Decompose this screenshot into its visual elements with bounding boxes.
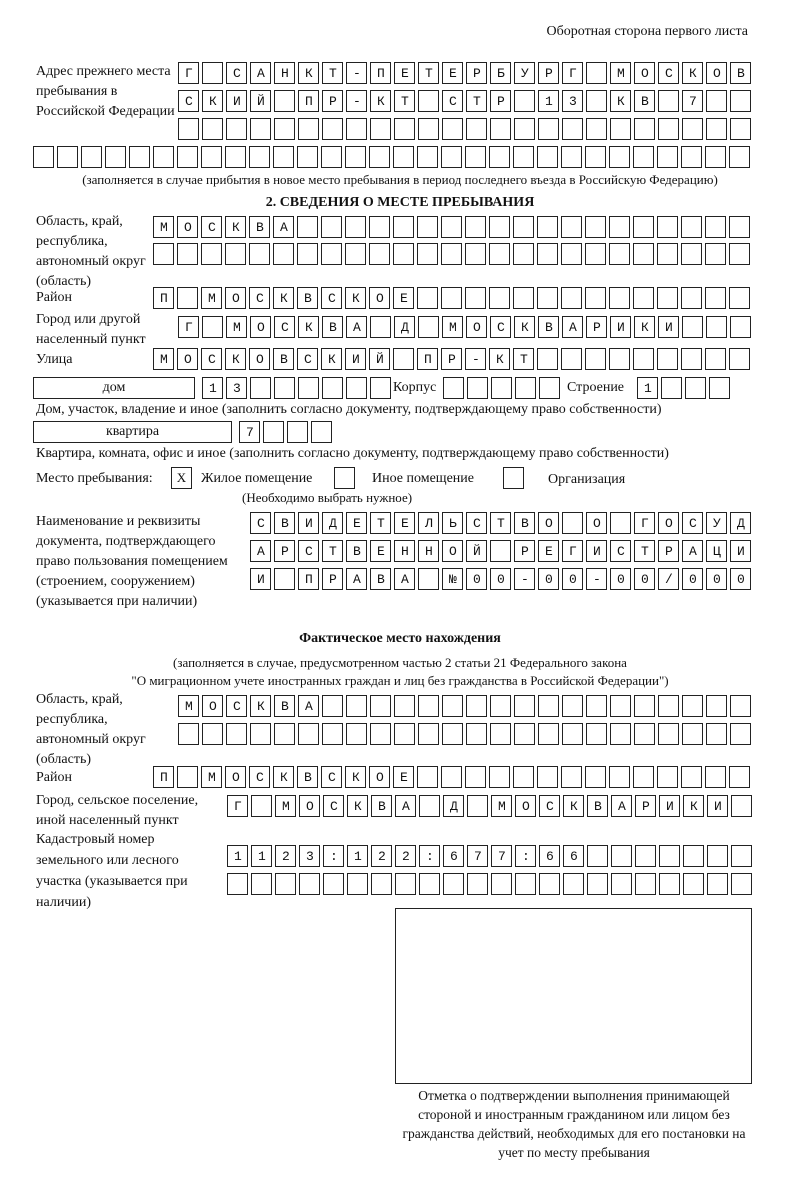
char-cell[interactable]	[177, 146, 198, 168]
char-cell[interactable]	[681, 348, 702, 370]
char-cell[interactable]	[611, 845, 632, 867]
char-cell[interactable]	[274, 723, 295, 745]
char-cell[interactable]	[514, 723, 535, 745]
option-organization-label: Организация	[548, 472, 626, 487]
char-cell[interactable]	[538, 695, 559, 717]
char-cell[interactable]	[513, 766, 534, 788]
row-text: СКИЙ ПР-КТ СТР 13 КВ 7	[185, 94, 714, 109]
char-cell[interactable]	[730, 695, 751, 717]
char-cell[interactable]	[322, 118, 343, 140]
char-cell[interactable]	[418, 723, 439, 745]
char-cell[interactable]	[417, 216, 438, 238]
char-cell[interactable]	[394, 695, 415, 717]
char-cell[interactable]	[490, 118, 511, 140]
section2-title: 2. СВЕДЕНИЯ О МЕСТЕ ПРЕБЫВАНИЯ	[265, 195, 535, 210]
char-cell[interactable]	[705, 146, 726, 168]
char-cell[interactable]	[441, 216, 462, 238]
char-cell[interactable]	[250, 118, 271, 140]
char-cell[interactable]	[657, 348, 678, 370]
option-residential-checkbox[interactable]: X	[171, 467, 192, 489]
char-cell[interactable]	[706, 695, 727, 717]
row-text: 7	[246, 425, 271, 440]
char-cell[interactable]	[657, 216, 678, 238]
char-cell[interactable]	[489, 287, 510, 309]
option-other-checkbox[interactable]	[334, 467, 355, 489]
char-cell[interactable]	[707, 845, 728, 867]
char-cell[interactable]	[467, 377, 488, 399]
char-cell[interactable]	[537, 766, 558, 788]
char-cell[interactable]	[561, 216, 582, 238]
char-cell[interactable]	[202, 723, 223, 745]
char-cell[interactable]	[610, 723, 631, 745]
char-cell[interactable]	[297, 146, 318, 168]
house-note: Дом, участок, владение и иное (заполнить согласно документу, подтверждающему право собственности)	[36, 402, 662, 417]
char-cell[interactable]	[419, 873, 440, 895]
char-cell[interactable]	[297, 243, 318, 265]
char-cell[interactable]	[490, 723, 511, 745]
char-cell[interactable]	[491, 873, 512, 895]
char-cell[interactable]	[634, 723, 655, 745]
actual-district-label: Район	[36, 770, 72, 785]
char-cell[interactable]	[251, 873, 272, 895]
char-cell[interactable]	[395, 873, 416, 895]
char-cell[interactable]	[706, 723, 727, 745]
char-cell[interactable]	[287, 421, 308, 443]
char-cell[interactable]	[513, 216, 534, 238]
char-cell[interactable]	[394, 118, 415, 140]
row-text: Г САНКТ-ПЕТЕРБУРГ МОСКОВ	[185, 66, 762, 81]
char-cell[interactable]	[467, 873, 488, 895]
char-cell[interactable]	[441, 766, 462, 788]
char-cell[interactable]	[346, 118, 367, 140]
char-cell[interactable]	[634, 695, 655, 717]
district-label: Район	[36, 290, 72, 305]
char-cell[interactable]	[537, 287, 558, 309]
char-cell[interactable]	[273, 243, 294, 265]
char-cell[interactable]	[347, 873, 368, 895]
char-cell[interactable]	[201, 243, 222, 265]
char-cell[interactable]	[633, 146, 654, 168]
char-cell[interactable]	[418, 695, 439, 717]
char-cell[interactable]	[514, 695, 535, 717]
char-cell[interactable]	[299, 873, 320, 895]
char-cell[interactable]	[585, 766, 606, 788]
char-cell[interactable]	[562, 723, 583, 745]
char-cell[interactable]	[105, 146, 126, 168]
char-cell[interactable]	[298, 377, 319, 399]
char-cell[interactable]	[729, 243, 750, 265]
char-cell[interactable]	[730, 316, 751, 338]
char-cell[interactable]	[490, 695, 511, 717]
row-text: 1	[644, 381, 669, 396]
char-cell[interactable]	[729, 287, 750, 309]
char-cell[interactable]	[466, 695, 487, 717]
char-cell[interactable]	[489, 216, 510, 238]
char-cell[interactable]	[393, 146, 414, 168]
apt-type-field[interactable]: квартира	[33, 421, 232, 443]
char-cell[interactable]	[465, 287, 486, 309]
char-cell[interactable]	[515, 873, 536, 895]
char-cell[interactable]	[611, 873, 632, 895]
char-cell[interactable]	[537, 216, 558, 238]
char-cell[interactable]	[441, 146, 462, 168]
char-cell[interactable]	[371, 873, 392, 895]
char-cell[interactable]	[370, 118, 391, 140]
char-cell[interactable]	[586, 723, 607, 745]
char-cell[interactable]	[609, 216, 630, 238]
cadastre-number-text: 1123:122:677:66	[234, 849, 595, 864]
char-cell[interactable]	[585, 243, 606, 265]
city-label: Город или другой населенный пункт	[36, 312, 146, 347]
row-text: 13	[209, 381, 258, 396]
char-cell[interactable]	[442, 723, 463, 745]
char-cell[interactable]	[609, 287, 630, 309]
char-cell[interactable]	[682, 118, 703, 140]
char-cell[interactable]	[657, 287, 678, 309]
char-cell[interactable]	[345, 243, 366, 265]
char-cell[interactable]	[201, 146, 222, 168]
char-cell[interactable]	[489, 766, 510, 788]
char-cell[interactable]	[633, 348, 654, 370]
char-cell[interactable]	[369, 216, 390, 238]
doc-label: Наименование и реквизиты документа, подтверждающего право пользования помещением (строением, сооружением) (указывается при наличии)	[36, 514, 228, 609]
char-cell[interactable]	[393, 243, 414, 265]
char-cell[interactable]	[370, 723, 391, 745]
char-cell[interactable]	[585, 146, 606, 168]
char-cell[interactable]	[274, 377, 295, 399]
korpus-label: Корпус	[393, 380, 437, 395]
row-text: МОСКВА	[160, 220, 305, 235]
char-cell[interactable]	[346, 723, 367, 745]
region-label: Область, край, республика, автономный округ (область)	[36, 214, 146, 289]
row-text: П МОСКВСКОЕ	[160, 291, 425, 306]
char-cell[interactable]	[515, 377, 536, 399]
char-cell[interactable]	[705, 216, 726, 238]
char-cell[interactable]	[561, 146, 582, 168]
char-cell[interactable]	[417, 146, 438, 168]
char-cell[interactable]	[730, 723, 751, 745]
char-cell[interactable]	[729, 348, 750, 370]
char-cell[interactable]	[709, 377, 730, 399]
char-cell[interactable]	[489, 146, 510, 168]
char-cell[interactable]	[731, 873, 752, 895]
char-cell[interactable]	[610, 118, 631, 140]
char-cell[interactable]	[562, 118, 583, 140]
actual-city-label: Город, сельское поселение, иной населенный пункт	[36, 793, 199, 828]
char-cell[interactable]	[707, 873, 728, 895]
char-cell[interactable]	[466, 118, 487, 140]
char-cell[interactable]	[370, 695, 391, 717]
char-cell[interactable]	[513, 243, 534, 265]
building-label: Строение	[567, 380, 625, 395]
char-cell[interactable]	[443, 377, 464, 399]
char-cell[interactable]	[370, 377, 391, 399]
char-cell[interactable]	[346, 377, 367, 399]
char-cell[interactable]	[561, 287, 582, 309]
char-cell[interactable]	[443, 873, 464, 895]
row-text: Г МОСКВА Д МОСКВАРИКИ	[185, 320, 690, 335]
char-cell[interactable]	[81, 146, 102, 168]
char-cell[interactable]	[586, 118, 607, 140]
choose-note: (Необходимо выбрать нужное)	[242, 490, 413, 505]
char-cell[interactable]	[225, 146, 246, 168]
char-cell[interactable]	[311, 421, 332, 443]
char-cell[interactable]	[682, 723, 703, 745]
char-cell[interactable]	[441, 287, 462, 309]
char-cell[interactable]	[491, 377, 512, 399]
char-cell[interactable]	[657, 243, 678, 265]
row-text: МОСКОВСКИЙ ПР-КТ	[160, 352, 545, 367]
char-cell[interactable]	[657, 146, 678, 168]
char-cell[interactable]	[393, 216, 414, 238]
char-cell[interactable]	[369, 243, 390, 265]
char-cell[interactable]	[706, 118, 727, 140]
char-cell[interactable]	[705, 348, 726, 370]
char-cell[interactable]	[177, 243, 198, 265]
char-cell[interactable]	[610, 695, 631, 717]
char-cell[interactable]	[178, 723, 199, 745]
char-cell[interactable]	[225, 243, 246, 265]
char-cell[interactable]	[729, 146, 750, 168]
house-type-field[interactable]: дом	[33, 377, 195, 399]
prev-address-label: Адрес прежнего места пребывания в Российской Федерации	[36, 64, 175, 119]
confirmation-stamp-box	[395, 908, 752, 1084]
char-cell[interactable]	[465, 243, 486, 265]
char-cell[interactable]	[609, 146, 630, 168]
char-cell[interactable]	[538, 118, 559, 140]
row-text: Г МОСКВА Д МОСКВАРИКИ	[234, 799, 739, 814]
char-cell[interactable]	[298, 723, 319, 745]
cadastre-label: Кадастровый номер земельного или лесного участка (указывается при наличии)	[36, 832, 188, 910]
char-cell[interactable]	[705, 287, 726, 309]
actual-title: Фактическое место нахождения	[299, 631, 501, 646]
page-label: Оборотная сторона первого листа	[546, 24, 748, 39]
char-cell[interactable]	[57, 146, 78, 168]
prev-address-note: (заполняется в случае прибытия в новое место пребывания в период последнего въезда в Российскую Федерацию)	[82, 172, 718, 187]
char-cell[interactable]	[609, 243, 630, 265]
actual-region-label: Область, край, республика, автономный округ (область)	[36, 692, 146, 767]
char-cell[interactable]	[561, 766, 582, 788]
char-cell[interactable]	[539, 377, 560, 399]
char-cell[interactable]	[322, 377, 343, 399]
char-cell[interactable]	[561, 348, 582, 370]
char-cell[interactable]	[513, 287, 534, 309]
char-cell[interactable]	[633, 287, 654, 309]
char-cell[interactable]	[369, 146, 390, 168]
char-cell[interactable]	[729, 766, 750, 788]
char-cell[interactable]	[465, 766, 486, 788]
char-cell[interactable]	[322, 723, 343, 745]
char-cell[interactable]	[539, 873, 560, 895]
char-cell[interactable]	[321, 216, 342, 238]
char-cell[interactable]	[731, 845, 752, 867]
char-cell[interactable]	[562, 695, 583, 717]
char-cell[interactable]	[129, 146, 150, 168]
char-cell[interactable]	[537, 243, 558, 265]
char-cell[interactable]	[274, 118, 295, 140]
char-cell[interactable]	[227, 873, 248, 895]
row-text: П МОСКВСКОЕ	[160, 770, 425, 785]
char-cell[interactable]	[249, 146, 270, 168]
actual-note-2: "О миграционном учете иностранных граждан и лиц без гражданства в Российской Федерации")	[131, 673, 669, 688]
char-cell[interactable]	[442, 118, 463, 140]
char-cell[interactable]	[706, 316, 727, 338]
char-cell[interactable]	[153, 146, 174, 168]
char-cell[interactable]	[658, 118, 679, 140]
char-cell[interactable]	[681, 243, 702, 265]
street-label: Улица	[36, 352, 73, 367]
char-cell[interactable]	[681, 766, 702, 788]
char-cell[interactable]	[321, 243, 342, 265]
char-cell[interactable]	[685, 377, 706, 399]
char-cell[interactable]	[323, 873, 344, 895]
char-cell[interactable]	[634, 118, 655, 140]
char-cell[interactable]	[514, 118, 535, 140]
char-cell[interactable]	[441, 243, 462, 265]
char-cell[interactable]	[346, 695, 367, 717]
char-cell[interactable]	[585, 348, 606, 370]
char-cell[interactable]	[729, 216, 750, 238]
char-cell[interactable]	[681, 146, 702, 168]
option-other-label: Иное помещение	[372, 471, 474, 486]
char-cell[interactable]	[563, 873, 584, 895]
row-text: И ПРАВА №00-00-00/000	[257, 572, 762, 587]
char-cell[interactable]	[202, 118, 223, 140]
char-cell[interactable]	[682, 695, 703, 717]
char-cell[interactable]	[587, 873, 608, 895]
char-cell[interactable]	[585, 287, 606, 309]
row-text: МОСКВА	[185, 699, 330, 714]
char-cell[interactable]	[658, 723, 679, 745]
char-cell[interactable]	[345, 216, 366, 238]
char-cell[interactable]	[635, 873, 656, 895]
char-cell[interactable]	[153, 243, 174, 265]
char-cell[interactable]	[178, 118, 199, 140]
char-cell[interactable]	[585, 216, 606, 238]
row-text: АРСТВЕННОЙ РЕГИСТРАЦИ	[257, 544, 762, 559]
char-cell[interactable]	[417, 243, 438, 265]
char-cell[interactable]	[633, 766, 654, 788]
char-cell[interactable]	[321, 146, 342, 168]
char-cell[interactable]	[465, 146, 486, 168]
apt-note: Квартира, комната, офис и иное (заполнить согласно документу, подтверждающему право собственности)	[36, 446, 669, 461]
char-cell[interactable]	[345, 146, 366, 168]
char-cell[interactable]	[635, 845, 656, 867]
char-cell[interactable]	[33, 146, 54, 168]
char-cell[interactable]	[659, 845, 680, 867]
actual-note-1: (заполняется в случае, предусмотренном частью 2 статьи 21 Федерального закона	[173, 655, 627, 670]
char-cell[interactable]	[537, 146, 558, 168]
char-cell[interactable]	[538, 723, 559, 745]
char-cell[interactable]	[657, 766, 678, 788]
char-cell[interactable]	[683, 845, 704, 867]
char-cell[interactable]	[273, 146, 294, 168]
char-cell[interactable]	[683, 873, 704, 895]
char-cell[interactable]	[442, 695, 463, 717]
char-cell[interactable]	[466, 723, 487, 745]
char-cell[interactable]	[659, 873, 680, 895]
char-cell[interactable]	[705, 766, 726, 788]
row-text: СВИДЕТЕЛЬСТВО О ГОСУД	[257, 516, 762, 531]
char-cell[interactable]	[681, 216, 702, 238]
char-cell[interactable]	[226, 723, 247, 745]
char-cell[interactable]	[418, 118, 439, 140]
char-cell[interactable]	[250, 723, 271, 745]
char-cell[interactable]	[609, 766, 630, 788]
char-cell[interactable]	[275, 873, 296, 895]
char-cell[interactable]	[681, 287, 702, 309]
char-cell[interactable]	[561, 243, 582, 265]
stamp-caption: Отметка о подтверждении выполнения принимающей стороной и иностранным гражданином или лицом без гражданства действий, необходимых для его постановки на учет по месту пребывания	[402, 1088, 746, 1160]
char-cell[interactable]	[249, 243, 270, 265]
char-cell[interactable]	[730, 90, 751, 112]
char-cell[interactable]	[513, 146, 534, 168]
option-organization-checkbox[interactable]	[503, 467, 524, 489]
char-cell[interactable]	[226, 118, 247, 140]
char-cell[interactable]	[586, 695, 607, 717]
char-cell[interactable]	[298, 118, 319, 140]
char-cell[interactable]	[465, 216, 486, 238]
char-cell[interactable]	[633, 243, 654, 265]
char-cell[interactable]	[609, 348, 630, 370]
char-cell[interactable]	[394, 723, 415, 745]
stay-label: Место пребывания:	[36, 471, 153, 486]
char-cell[interactable]	[489, 243, 510, 265]
char-cell[interactable]	[658, 695, 679, 717]
char-cell[interactable]	[730, 118, 751, 140]
option-residential-label: Жилое помещение	[201, 471, 313, 486]
char-cell[interactable]	[705, 243, 726, 265]
char-cell[interactable]	[633, 216, 654, 238]
